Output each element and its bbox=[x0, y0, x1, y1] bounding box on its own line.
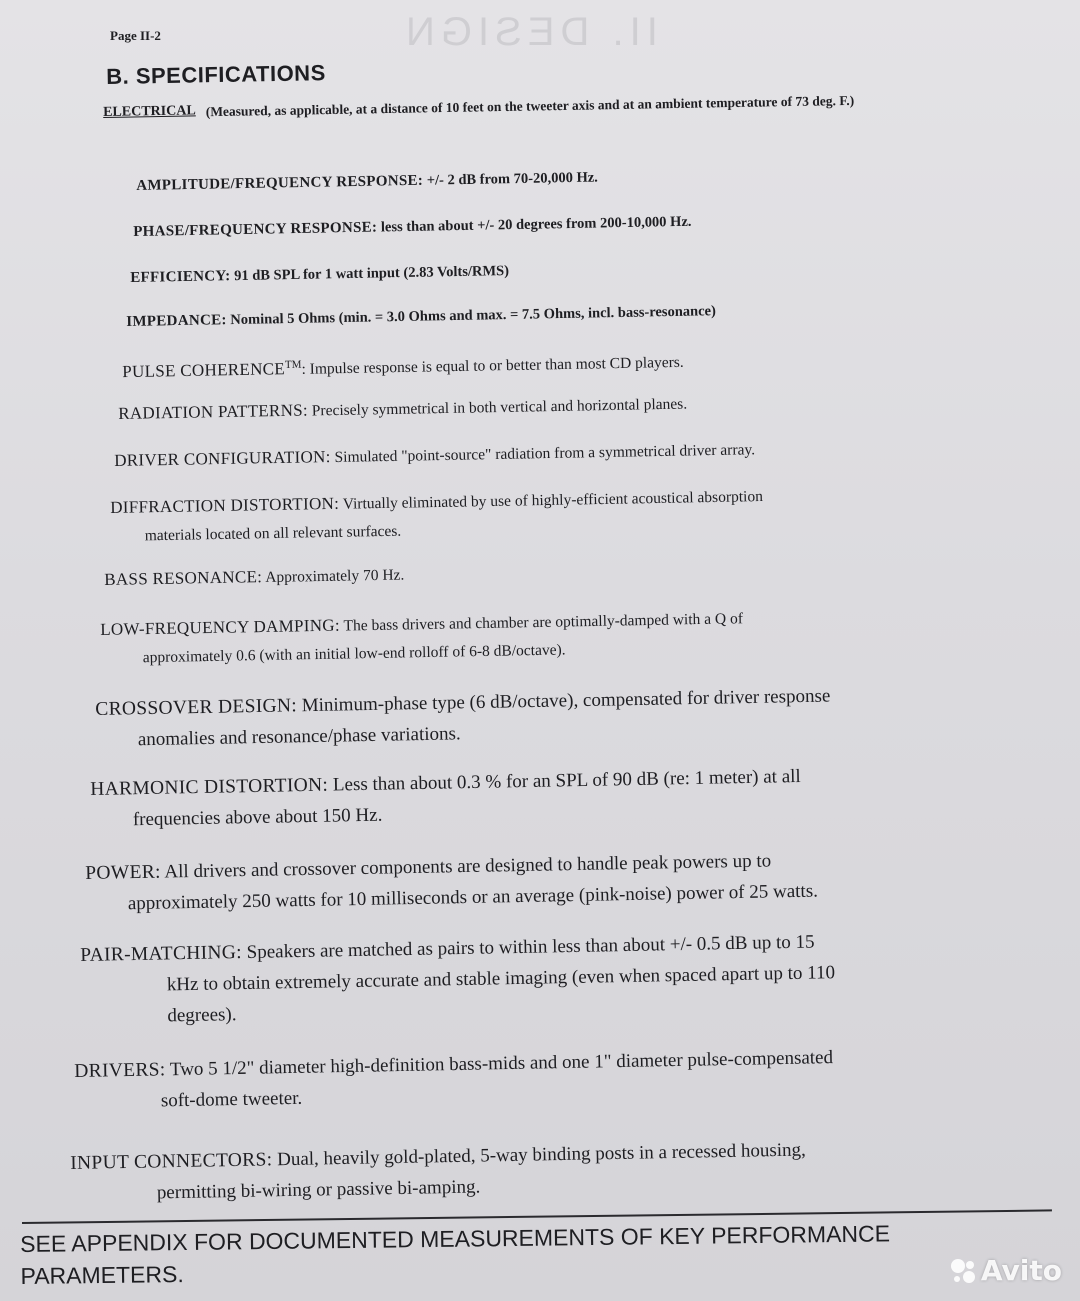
spec-phase-frequency bbox=[133, 208, 692, 246]
spec-driver-configuration bbox=[114, 435, 755, 476]
spec-continuation: approximately 250 watts for 10 milliseconds or an average (pink-noise) power of 25 watts. bbox=[127, 880, 819, 915]
spec-label: BASS RESONANCE: bbox=[104, 567, 263, 589]
spec-value: The bass drivers and chamber are optimally-damped with a Q of bbox=[343, 610, 744, 635]
spec-value: less than about +/- 20 degrees from 200-10,000 Hz. bbox=[380, 213, 692, 236]
spec-label: LOW-FREQUENCY DAMPING: bbox=[100, 615, 341, 639]
spec-radiation-patterns bbox=[118, 390, 687, 429]
spec-impedance bbox=[126, 297, 716, 336]
spec-label: RADIATION PATTERNS: bbox=[118, 400, 309, 423]
avito-logo-icon bbox=[949, 1256, 979, 1286]
spec-continuation: permitting bi-wiring or passive bi-amping. bbox=[156, 1176, 481, 1204]
spec-continuation: materials located on all relevant surfaces. bbox=[144, 522, 402, 545]
section-title: B. SPECIFICATIONS bbox=[106, 60, 326, 89]
spec-value: Precisely symmetrical in both vertical and horizontal planes. bbox=[311, 395, 688, 420]
spec-label: INPUT CONNECTORS: bbox=[70, 1149, 273, 1174]
spec-continuation: soft-dome tweeter. bbox=[160, 1087, 303, 1112]
spec-pulse-coherence bbox=[122, 344, 684, 387]
spec-value: Minimum-phase type (6 dB/octave), compensated for driver response bbox=[301, 685, 831, 717]
spec-harmonic-distortion bbox=[90, 761, 802, 836]
spec-value: Two 5 1/2" diameter high-definition bass-mids and one 1" diameter pulse-compensated bbox=[169, 1047, 834, 1081]
spec-label: IMPEDANCE: bbox=[126, 312, 227, 330]
trademark-mark: TM bbox=[284, 358, 302, 372]
spec-label: AMPLITUDE/FREQUENCY RESPONSE: bbox=[136, 172, 424, 194]
watermark bbox=[949, 1254, 1062, 1287]
spec-value: Impulse response is equal to or better than most CD players. bbox=[309, 353, 684, 378]
footer-note: SEE APPENDIX FOR DOCUMENTED MEASUREMENTS OF KEY PERFORMANCE PARAMETERS. bbox=[20, 1220, 891, 1289]
spec-value: Simulated "point-source" radiation from a symmetrical driver array. bbox=[334, 441, 756, 466]
spec-pair-matching bbox=[80, 926, 836, 1033]
spec-efficiency bbox=[130, 257, 509, 292]
spec-diffraction-distortion bbox=[110, 482, 764, 551]
watermark-text: Avito bbox=[980, 1254, 1062, 1287]
spec-label: DIFFRACTION DISTORTION: bbox=[110, 493, 340, 517]
electrical-heading bbox=[103, 90, 886, 124]
spec-bass-resonance bbox=[104, 561, 405, 595]
spec-low-frequency-damping bbox=[100, 604, 744, 673]
spec-continuation: approximately 0.6 (with an initial low-end rolloff of 6-8 dB/octave). bbox=[142, 641, 566, 667]
spec-value: Approximately 70 Hz. bbox=[265, 566, 405, 587]
spec-amplitude-frequency bbox=[136, 164, 598, 200]
spec-value: 91 dB SPL for 1 watt input (2.83 Volts/RMS) bbox=[233, 263, 510, 285]
spec-continuation: frequencies above about 150 Hz. bbox=[132, 804, 383, 831]
spec-label: HARMONIC DISTORTION: bbox=[90, 774, 329, 800]
spec-label: PHASE/FREQUENCY RESPONSE: bbox=[133, 219, 378, 240]
spec-label: CROSSOVER DESIGN: bbox=[95, 695, 298, 720]
bleed-through-text: II. DESIGN bbox=[400, 10, 658, 54]
spec-label-colon: : bbox=[301, 360, 306, 378]
electrical-note: (Measured, as applicable, at a distance of 10 feet on the tweeter axis and at an ambient temperature of 73 deg. F.) bbox=[205, 92, 855, 120]
spec-value: Dual, heavily gold-plated, 5-way binding posts in a recessed housing, bbox=[276, 1139, 806, 1171]
spec-continuation: kHz to obtain extremely accurate and stable imaging (even when spaced apart up to 110 bbox=[166, 962, 836, 996]
spec-label: EFFICIENCY: bbox=[130, 268, 231, 286]
spec-value: All drivers and crossover components are designed to handle peak powers up to bbox=[164, 850, 772, 883]
spec-value: Virtually eliminated by use of highly-efficient acoustical absorption bbox=[342, 488, 764, 513]
spec-power bbox=[85, 845, 818, 920]
spec-label: POWER: bbox=[85, 861, 161, 884]
spec-input-connectors bbox=[70, 1135, 807, 1210]
spec-label: DRIVER CONFIGURATION: bbox=[114, 447, 331, 470]
spec-value: Less than about 0.3 % for an SPL of 90 dB (re: 1 meter) at all bbox=[332, 765, 801, 796]
spec-value: Speakers are matched as pairs to within less than about +/- 0.5 dB up to 15 bbox=[246, 931, 815, 963]
spec-value: +/- 2 dB from 70-20,000 Hz. bbox=[426, 169, 598, 189]
spec-label: PULSE COHERENCE bbox=[122, 359, 286, 382]
page-number: Page II-2 bbox=[110, 28, 161, 43]
spec-label: DRIVERS: bbox=[74, 1059, 166, 1082]
electrical-label: ELECTRICAL bbox=[103, 103, 196, 120]
spec-continuation: degrees). bbox=[167, 1004, 237, 1027]
spec-label: PAIR-MATCHING: bbox=[80, 942, 243, 966]
spec-value: Nominal 5 Ohms (min. = 3.0 Ohms and max. = 7.5 Ohms, incl. bass-resonance) bbox=[230, 303, 716, 329]
spec-crossover-design bbox=[95, 681, 831, 756]
spec-drivers bbox=[74, 1042, 834, 1118]
spec-continuation: anomalies and resonance/phase variations. bbox=[137, 723, 461, 751]
